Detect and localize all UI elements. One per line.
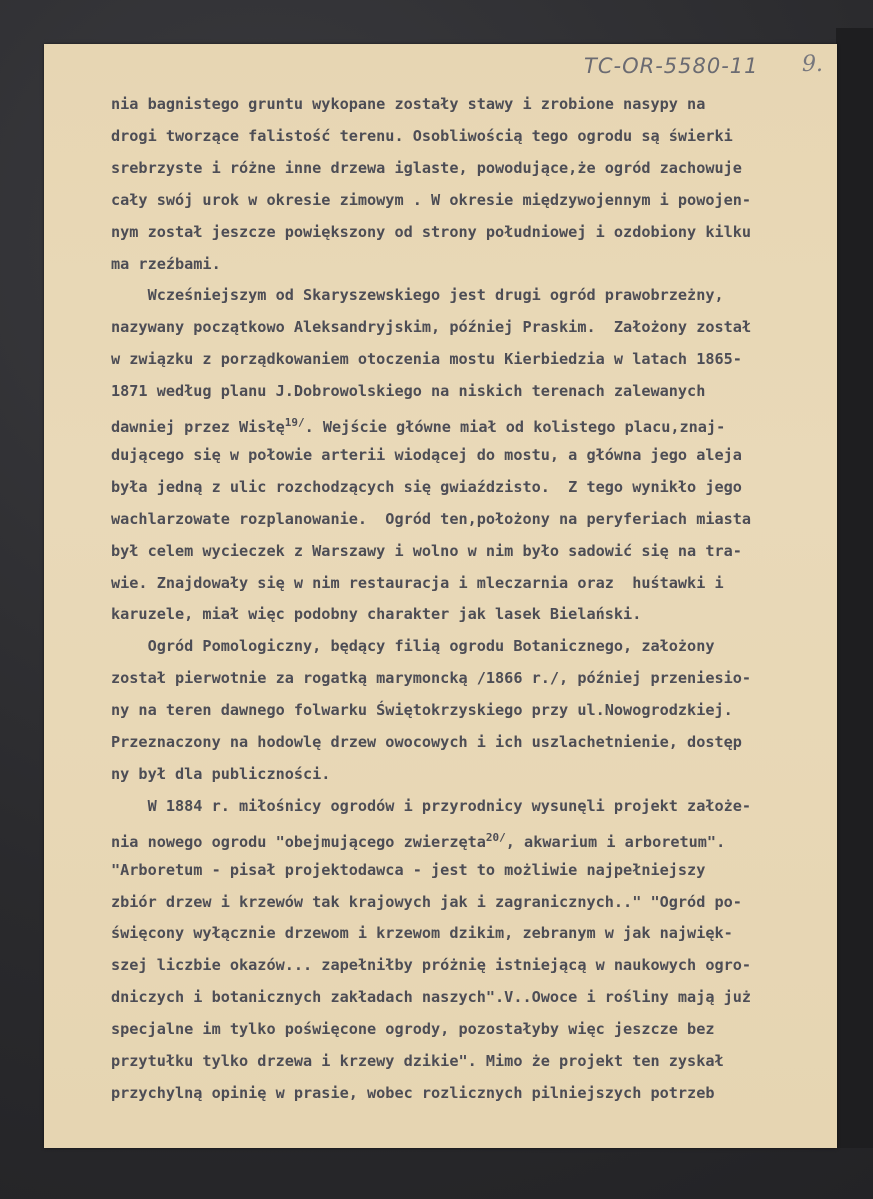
text-line	[111, 700, 733, 720]
text-line	[111, 222, 751, 242]
text-line	[111, 285, 724, 305]
line-text: "Arboretum - pisał projektodawca - jest to możliwie najpełniejszy	[111, 860, 706, 879]
text-line	[111, 828, 725, 852]
line-text: dniczych i botanicznych zakładach naszych".V..Owoce i rośliny mają już	[111, 988, 752, 1007]
line-text: ny był dla publiczności.	[111, 764, 331, 783]
text-line	[111, 987, 751, 1007]
text-line	[111, 94, 705, 114]
page-number: 9.	[802, 52, 823, 77]
line-text: cały swój urok w okresie zimowym . W okresie międzywojennym i powojen-	[111, 190, 752, 209]
line-text: nia bagnistego gruntu wykopane zostały stawy i zrobione nasypy na	[111, 95, 706, 113]
line-text: W 1884 r. miłośnicy ogrodów i przyrodnicy wysunęli projekt założe-	[111, 796, 752, 815]
text-line	[111, 190, 751, 210]
line-text: w związku z porządkowaniem otoczenia mostu Kierbiedzia w latach 1865-	[111, 350, 742, 369]
line-text: wachlarzowate rozplanowanie. Ogród ten,położony na peryferiach miasta	[111, 509, 752, 528]
text-line	[111, 445, 742, 465]
text-line	[111, 892, 742, 912]
text-line	[111, 126, 733, 146]
line-text: drogi tworzące falistość terenu. Osobliwością tego ogrodu są świerki	[111, 126, 733, 145]
line-text: ma rzeźbami.	[111, 254, 221, 273]
line-text-continued: , akwarium i arboretum".	[505, 832, 726, 851]
text-line	[111, 1083, 714, 1103]
text-line	[111, 1051, 724, 1071]
text-line	[111, 573, 724, 593]
line-text: przychylną opinię w prasie, wobec rozlicznych pilniejszych potrzeb	[111, 1083, 715, 1102]
line-text: wie. Znajdowały się w nim restauracja i mleczarnia oraz huśtawki i	[111, 573, 724, 592]
line-text: święcony wyłącznie drzewom i krzewom dzikim, zebranym w jak najwięk-	[111, 924, 733, 943]
text-line	[111, 477, 742, 497]
text-line	[111, 732, 742, 752]
footnote-ref: 20/	[485, 830, 506, 844]
text-line	[111, 254, 221, 274]
line-text: nazywany początkowo Aleksandryjskim, później Praskim. Założony został	[111, 318, 752, 337]
line-text: Wcześniejszym od Skaryszewskiego jest drugi ogród prawobrzeżny,	[111, 286, 724, 305]
line-text: był celem wycieczek z Warszawy i wolno w nim było sadowić się na tra-	[111, 541, 742, 560]
line-text: przytułku tylko drzewa i krzewy dzikie". Mimo że projekt ten zyskał	[111, 1052, 724, 1070]
line-text: Przeznaczony na hodowlę drzew owocowych i ich uszlachetnienie, dostęp	[111, 733, 742, 751]
line-text: Ogród Pomologiczny, będący filią ogrodu Botanicznego, założony	[111, 637, 715, 656]
document-page	[44, 44, 837, 1148]
text-line	[111, 413, 725, 437]
text-line	[111, 604, 641, 624]
line-text: karuzele, miał więc podobny charakter jak lasek Bielański.	[111, 605, 642, 624]
text-line	[111, 860, 705, 880]
text-line	[111, 1019, 714, 1039]
line-text: 1871 według planu J.Dobrowolskiego na niskich terenach zalewanych	[111, 382, 706, 401]
archive-number: TC-OR-5580-11	[584, 54, 759, 78]
line-text-continued: . Wejście główne miał od kolistego placu,znaj-	[304, 418, 726, 436]
line-text: dawniej przez Wisłę	[111, 418, 285, 436]
text-line	[111, 796, 751, 816]
text-line	[111, 317, 751, 337]
text-line	[111, 158, 742, 178]
line-text: była jedną z ulic rozchodzących się gwiaździsto. Z tego wynikło jego	[111, 477, 742, 496]
line-text: ny na teren dawnego folwarku Świętokrzyskiego przy ul.Nowogrodzkiej.	[111, 701, 733, 720]
line-text: specjalne im tylko poświęcone ogrody, pozostałyby więc jeszcze bez	[111, 1020, 715, 1039]
scanner-edge	[836, 28, 873, 1148]
line-text: dującego się w połowie arterii wiodącej do mostu, a główna jego aleja	[111, 445, 742, 464]
text-line	[111, 509, 751, 529]
text-line	[111, 381, 705, 401]
line-text: zbiór drzew i krzewów tak krajowych jak i zagranicznych.." "Ogród po-	[111, 892, 742, 911]
text-line	[111, 349, 742, 369]
text-line	[111, 955, 751, 975]
line-text: srebrzyste i różne inne drzewa iglaste, powodujące,że ogród zachowuje	[111, 158, 742, 177]
text-line	[111, 541, 742, 561]
line-text: został pierwotnie za rogatką marymoncką /1866 r./, później przeniesio-	[111, 669, 752, 688]
line-text: szej liczbie okazów... zapełniłby próżnię istniejącą w naukowych ogro-	[111, 956, 752, 975]
text-line	[111, 764, 330, 784]
line-text: nym został jeszcze powiększony od strony południowej i ozdobiony kilku	[111, 222, 752, 241]
footnote-ref: 19/	[284, 416, 305, 429]
text-line	[111, 668, 751, 688]
text-line	[111, 923, 733, 943]
text-line	[111, 636, 714, 656]
line-text: nia nowego ogrodu "obejmującego zwierzęta	[111, 832, 486, 851]
